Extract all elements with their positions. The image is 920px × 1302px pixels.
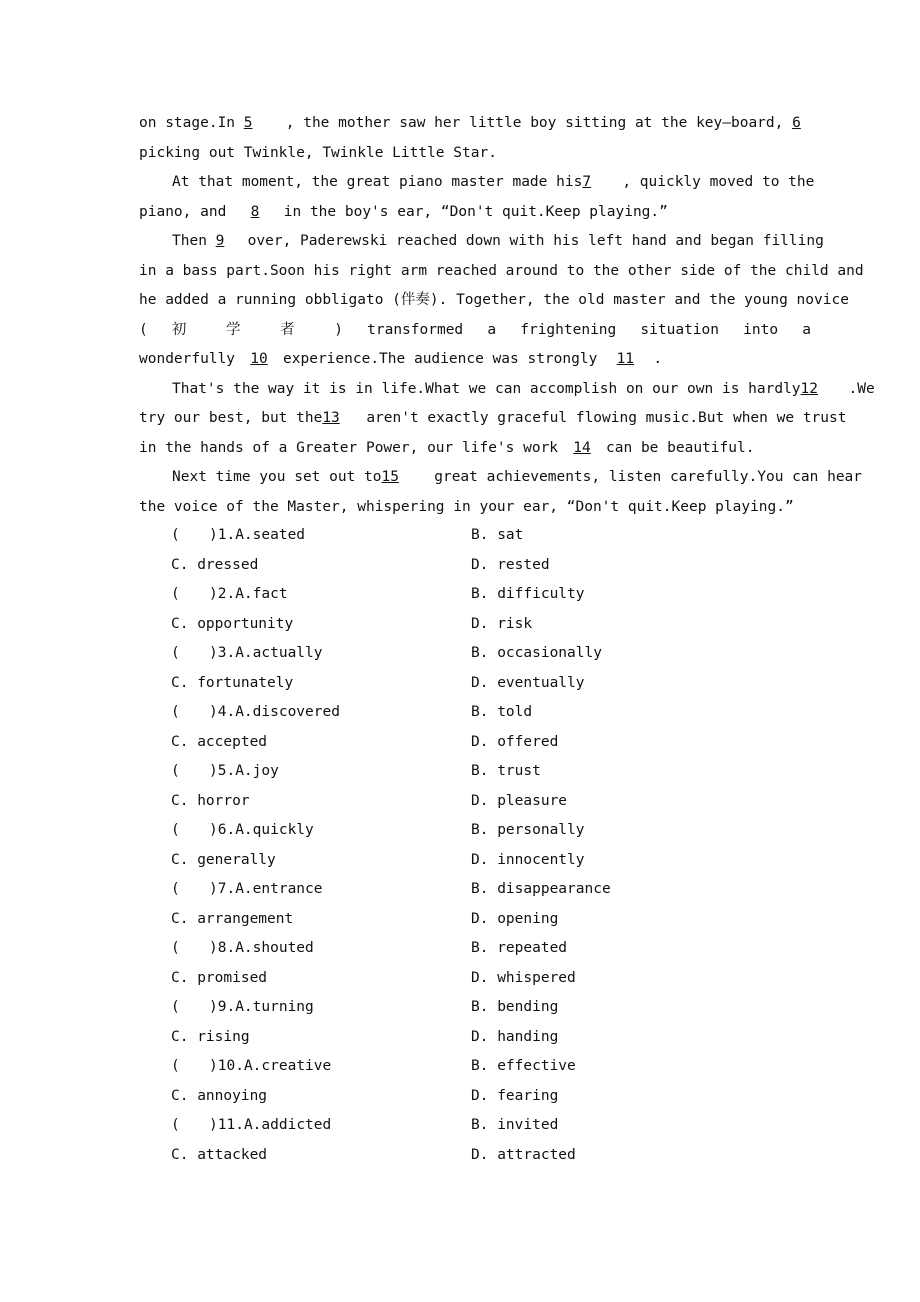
answer-slot[interactable]: ( — [171, 881, 180, 897]
option-d: D. fearing — [471, 1087, 559, 1104]
option-d: D. attracted — [471, 1146, 576, 1163]
option-d: D. handing — [471, 1028, 559, 1045]
answer-slot[interactable]: ( — [171, 527, 180, 543]
option-b: B. occasionally — [471, 645, 602, 661]
question-number: 9. — [217, 999, 236, 1015]
question-row — [171, 728, 811, 758]
question-11: ( )11.A.addicted — [171, 1111, 331, 1141]
question-7: ( )7.A.entrance — [171, 875, 323, 905]
option-d: D. whispered — [471, 969, 576, 986]
question-5: ( )5.A.joy — [171, 757, 279, 787]
option-c: C. arrangement — [171, 910, 294, 927]
passage-line: wonderfully 10 experience.The audience was strongly 11 . — [139, 345, 811, 375]
question-row — [171, 669, 811, 699]
passage-line: At that moment, the great piano master made his7 , quickly moved to the — [139, 168, 811, 198]
question-number: 8. — [217, 940, 236, 956]
question-number: 7. — [217, 881, 236, 897]
option-b: B. repeated — [471, 940, 568, 956]
passage-line: ( 初 学 者 ) transformed a frightening situation into a — [139, 321, 811, 338]
option-a: A.actually — [235, 645, 323, 661]
option-c: C. accepted — [171, 733, 268, 750]
question-row — [171, 787, 811, 817]
answer-options — [171, 521, 811, 1170]
blank-12: 12 — [800, 380, 819, 397]
option-b: B. invited — [471, 1117, 559, 1133]
question-row — [171, 875, 811, 905]
option-a: A.fact — [235, 586, 288, 602]
option-d: D. risk — [471, 615, 533, 632]
blank-10: 10 — [250, 351, 268, 367]
question-row — [171, 1082, 811, 1112]
question-row — [171, 846, 811, 876]
blank-8: 8 — [250, 203, 260, 220]
option-a: A.quickly — [235, 822, 314, 838]
question-row — [171, 580, 811, 610]
answer-slot[interactable]: ( — [171, 1058, 180, 1074]
question-3: ( )3.A.actually — [171, 639, 323, 669]
option-b: B. told — [471, 704, 533, 720]
option-c: C. opportunity — [171, 615, 294, 632]
passage-line: the voice of the Master, whispering in your ear, “Don't quit.Keep playing.” — [139, 498, 794, 515]
passage-line: Next time you set out to15 great achievements, listen carefully.You can hear — [139, 463, 821, 493]
option-c: C. horror — [171, 792, 250, 809]
option-a: A.shouted — [235, 940, 314, 956]
option-b: B. sat — [471, 527, 524, 543]
question-row — [171, 551, 811, 581]
option-c: C. annoying — [171, 1087, 268, 1104]
option-c: C. fortunately — [171, 674, 294, 691]
option-b: B. bending — [471, 999, 559, 1015]
question-number: 11. — [217, 1117, 244, 1133]
option-a: A.joy — [235, 763, 279, 779]
cloze-passage — [139, 109, 875, 522]
passage-line: Then 9 over, Paderewski reached down with his left hand and began filling — [139, 227, 811, 257]
option-c: C. attacked — [171, 1146, 268, 1163]
blank-9: 9 — [215, 233, 225, 249]
question-row — [171, 934, 811, 964]
blank-7: 7 — [582, 174, 592, 190]
answer-slot[interactable]: ( — [171, 586, 180, 602]
answer-slot[interactable]: ( — [171, 645, 180, 661]
option-a: A.turning — [235, 999, 314, 1015]
option-a: A.addicted — [243, 1117, 332, 1133]
passage-line: in the hands of a Greater Power, our life's work 14 can be beautiful. — [139, 434, 811, 464]
question-9: ( )9.A.turning — [171, 993, 314, 1023]
passage-line: he added a running obbligato (伴奏). Together, the old master and the young novice — [139, 292, 849, 308]
question-number: 10. — [217, 1058, 244, 1074]
question-number: 4. — [217, 704, 236, 720]
answer-slot[interactable]: ( — [171, 999, 180, 1015]
blank-14: 14 — [573, 439, 591, 456]
passage-line: in a bass part.Soon his right arm reached around to the other side of the child and — [139, 262, 864, 279]
question-2: ( )2.A.fact — [171, 580, 288, 610]
question-row — [171, 1052, 811, 1082]
option-d: D. rested — [471, 556, 550, 573]
question-row — [171, 993, 811, 1023]
question-4: ( )4.A.discovered — [171, 698, 340, 728]
option-d: D. innocently — [471, 851, 585, 868]
option-a: A.entrance — [235, 881, 323, 897]
answer-slot[interactable]: ( — [171, 940, 180, 956]
question-row — [171, 698, 811, 728]
question-number: 5. — [217, 763, 236, 779]
option-a: A.creative — [243, 1058, 332, 1074]
question-8: ( )8.A.shouted — [171, 934, 314, 964]
question-6: ( )6.A.quickly — [171, 816, 314, 846]
passage-line: That's the way it is in life.What we can accomplish on our own is hardly12 .We — [139, 375, 811, 405]
option-a: A.discovered — [235, 704, 340, 720]
question-number: 1. — [217, 527, 236, 543]
option-d: D. offered — [471, 733, 559, 750]
question-row — [171, 639, 811, 669]
option-d: D. opening — [471, 910, 559, 927]
question-row — [171, 816, 811, 846]
blank-11: 11 — [616, 351, 635, 367]
blank-5: 5 — [243, 115, 253, 131]
question-row — [171, 1111, 811, 1141]
question-row — [171, 757, 811, 787]
passage-line: try our best, but the13 aren't exactly graceful flowing music.But when we trust — [139, 404, 811, 434]
question-number: 3. — [217, 645, 236, 661]
option-d: D. pleasure — [471, 792, 568, 809]
option-b: B. difficulty — [471, 586, 585, 602]
question-number: 2. — [217, 586, 236, 602]
question-number: 6. — [217, 822, 236, 838]
answer-slot[interactable]: ( — [171, 704, 180, 720]
option-c: C. generally — [171, 851, 276, 868]
question-1: ( )1.A.seated — [171, 521, 305, 551]
option-a: A.seated — [235, 527, 306, 543]
option-d: D. eventually — [471, 674, 585, 691]
question-row — [171, 964, 811, 994]
option-b: B. effective — [471, 1058, 576, 1074]
question-row — [171, 610, 811, 640]
question-10: ( )10.A.creative — [171, 1052, 331, 1082]
answer-slot[interactable]: ( — [171, 822, 180, 838]
passage-line: on stage.In 5 , the mother saw her little boy sitting at the key—board, 6 — [139, 109, 811, 139]
option-b: B. personally — [471, 822, 585, 838]
answer-slot[interactable]: ( — [171, 763, 180, 779]
option-c: C. rising — [171, 1028, 250, 1045]
passage-line: piano, and 8 in the boy's ear, “Don't quit.Keep playing.” — [139, 198, 811, 228]
blank-6: 6 — [792, 115, 801, 131]
option-b: B. trust — [471, 763, 541, 779]
option-c: C. promised — [171, 969, 268, 986]
blank-13: 13 — [322, 410, 340, 426]
option-c: C. dressed — [171, 556, 259, 573]
question-row — [171, 1023, 811, 1053]
question-row — [171, 905, 811, 935]
question-row — [171, 521, 811, 551]
question-row — [171, 1141, 811, 1171]
answer-slot[interactable]: ( — [171, 1117, 180, 1133]
blank-15: 15 — [381, 469, 399, 485]
passage-line: picking out Twinkle, Twinkle Little Star. — [139, 144, 497, 161]
option-b: B. disappearance — [471, 881, 611, 897]
